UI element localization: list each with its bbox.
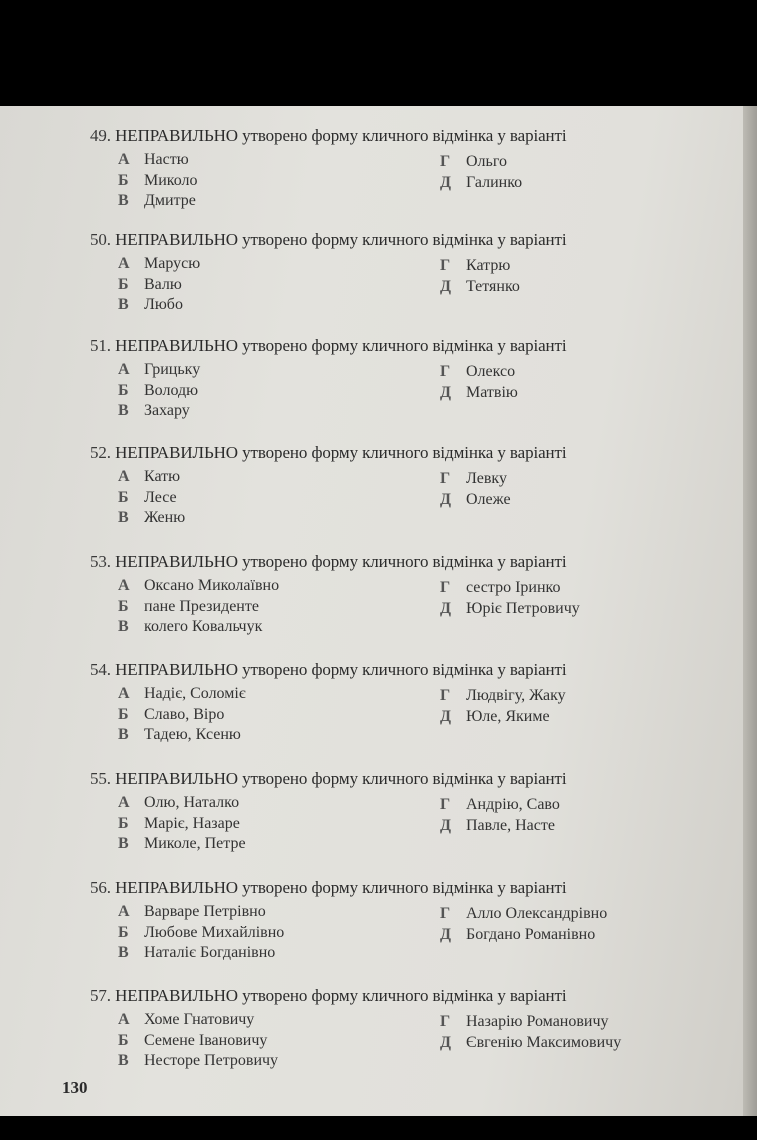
answer-option — [118, 1031, 267, 1051]
option-letter: А — [118, 794, 130, 811]
option-letter: В — [118, 726, 129, 743]
option-letter: Б — [118, 597, 129, 615]
option-text: колего Ковальчук — [144, 618, 263, 635]
answer-option — [118, 401, 190, 421]
option-text: Любо — [144, 296, 183, 313]
option-text: Хоме Гнатовичу — [144, 1011, 255, 1028]
answer-option — [118, 360, 200, 380]
question-text — [90, 443, 650, 463]
option-letter: В — [118, 192, 129, 209]
question-55 — [90, 769, 650, 852]
question-text — [90, 230, 650, 250]
question-number: 49. — [90, 126, 111, 145]
question-text — [90, 878, 650, 898]
question-number: 57. — [90, 986, 111, 1005]
answer-option — [440, 707, 550, 727]
question-prompt: НЕПРАВИЛЬНО утворено форму кличного відмінка у варіанті — [115, 126, 567, 145]
option-letter: В — [118, 509, 129, 526]
answer-option — [440, 383, 518, 403]
option-letter: Б — [118, 381, 129, 399]
answer-option — [118, 191, 196, 211]
answer-option — [440, 173, 522, 193]
option-letter: Б — [118, 814, 129, 832]
option-letter: Б — [118, 923, 129, 941]
answer-option — [118, 793, 239, 813]
option-text: Тетянко — [466, 277, 520, 295]
option-letter: Д — [440, 173, 452, 191]
option-text: Євгенію Максимовичу — [466, 1033, 622, 1051]
option-letter: В — [118, 1052, 129, 1069]
question-text — [90, 126, 650, 146]
answer-option — [118, 725, 241, 745]
option-text: Оксано Миколаївно — [144, 577, 280, 594]
option-text: Павле, Насте — [466, 816, 555, 834]
option-text: Марусю — [144, 255, 201, 272]
answer-option — [118, 488, 177, 508]
option-letter: Б — [118, 705, 129, 723]
option-text: Левку — [466, 470, 507, 487]
option-text: Захару — [144, 402, 190, 419]
answer-option — [118, 171, 198, 191]
option-letter: Г — [440, 905, 451, 922]
option-text: Матвію — [466, 383, 518, 401]
answer-option — [118, 381, 198, 401]
page-edge — [743, 106, 757, 1116]
option-letter: В — [118, 402, 129, 419]
answer-option — [118, 150, 189, 170]
option-text: Грицьку — [144, 361, 201, 378]
question-prompt: НЕПРАВИЛЬНО утворено форму кличного відмінка у варіанті — [115, 230, 567, 249]
option-text: Миколе, Петре — [144, 835, 246, 852]
answer-option — [440, 816, 555, 836]
answer-option — [118, 705, 224, 725]
option-text: Назарію Романовичу — [466, 1013, 609, 1030]
option-letter: А — [118, 577, 130, 594]
document-page — [0, 106, 757, 1116]
question-49 — [90, 126, 650, 209]
answer-option — [118, 275, 182, 295]
option-text: Маріє, Назаре — [144, 814, 240, 832]
option-text: Олексо — [466, 363, 516, 380]
option-letter: Д — [440, 707, 452, 725]
option-letter: Г — [440, 687, 451, 704]
option-letter: Д — [440, 816, 452, 834]
answer-option — [440, 1012, 609, 1032]
answer-option — [440, 256, 510, 276]
answer-option — [118, 943, 275, 963]
answer-option — [118, 902, 266, 922]
option-letter: Д — [440, 599, 452, 617]
option-text: Надіє, Соломіє — [144, 685, 246, 702]
option-text: Тадею, Ксеню — [144, 726, 241, 743]
answer-option — [440, 362, 515, 382]
option-letter: Г — [440, 1013, 451, 1030]
page-number: 130 — [62, 1078, 88, 1097]
question-number: 51. — [90, 336, 111, 355]
option-letter: Г — [440, 153, 451, 170]
option-letter: В — [118, 618, 129, 635]
answer-option — [118, 1010, 254, 1030]
option-text: Славо, Віро — [144, 705, 225, 723]
question-prompt: НЕПРАВИЛЬНО утворено форму кличного відмінка у варіанті — [115, 769, 567, 788]
option-text: Людвігу, Жаку — [466, 687, 566, 704]
option-letter: В — [118, 296, 129, 313]
question-57 — [90, 986, 650, 1069]
option-letter: А — [118, 468, 130, 485]
question-number: 50. — [90, 230, 111, 249]
option-letter: Д — [440, 383, 452, 401]
answer-option — [440, 578, 561, 598]
option-text: сестро Іринко — [466, 579, 561, 596]
option-letter: Б — [118, 488, 129, 506]
answer-option — [118, 467, 180, 487]
option-letter: А — [118, 361, 130, 378]
question-text — [90, 336, 650, 356]
answer-option — [440, 599, 580, 619]
option-letter: А — [118, 903, 130, 920]
option-letter: Г — [440, 796, 451, 813]
option-letter: А — [118, 255, 130, 272]
question-text — [90, 552, 650, 572]
option-text: Катрю — [466, 257, 511, 274]
option-text: Катю — [144, 468, 181, 485]
answer-option — [440, 469, 507, 489]
answer-option — [118, 597, 259, 617]
option-letter: А — [118, 1011, 130, 1028]
answer-option — [118, 508, 185, 528]
option-letter: А — [118, 685, 130, 702]
option-text: Семене Івановичу — [144, 1031, 268, 1049]
option-letter: Д — [440, 925, 452, 943]
question-51 — [90, 336, 650, 419]
answer-option — [440, 686, 566, 706]
option-letter: А — [118, 151, 130, 168]
option-text: пане Президенте — [144, 597, 259, 615]
answer-option — [118, 254, 200, 274]
option-text: Лесе — [144, 488, 177, 506]
option-text: Юле, Якиме — [466, 707, 550, 725]
option-text: Олеже — [466, 490, 511, 508]
question-number: 53. — [90, 552, 111, 571]
option-letter: Б — [118, 275, 129, 293]
question-prompt: НЕПРАВИЛЬНО утворено форму кличного відмінка у варіанті — [115, 660, 567, 679]
option-text: Володю — [144, 381, 199, 399]
question-text — [90, 986, 650, 1006]
option-text: Миколо — [144, 171, 198, 189]
question-text — [90, 660, 650, 680]
option-text: Любове Михайлівно — [144, 923, 285, 941]
question-56 — [90, 878, 650, 961]
answer-option — [118, 295, 183, 315]
option-text: Наталіє Богданівно — [144, 944, 276, 961]
option-text: Алло Олександрівно — [466, 905, 608, 922]
option-letter: В — [118, 835, 129, 852]
option-text: Ольго — [466, 153, 507, 170]
answer-option — [440, 925, 595, 945]
question-prompt: НЕПРАВИЛЬНО утворено форму кличного відмінка у варіанті — [115, 878, 567, 897]
option-letter: Д — [440, 1033, 452, 1051]
question-54 — [90, 660, 650, 743]
question-text — [90, 769, 650, 789]
option-text: Олю, Наталко — [144, 794, 240, 811]
answer-option — [118, 576, 279, 596]
question-50 — [90, 230, 650, 313]
answer-option — [118, 617, 262, 637]
answer-option — [440, 795, 560, 815]
option-text: Варваре Петрівно — [144, 903, 266, 920]
option-text: Дмитре — [144, 192, 196, 209]
answer-option — [118, 814, 240, 834]
option-letter: Г — [440, 363, 451, 380]
option-letter: Г — [440, 470, 451, 487]
option-letter: Б — [118, 1031, 129, 1049]
option-letter: Д — [440, 277, 452, 295]
answer-option — [440, 277, 520, 297]
answer-option — [118, 684, 246, 704]
answer-option — [118, 1051, 278, 1071]
option-text: Юріє Петровичу — [466, 599, 580, 617]
question-53 — [90, 552, 650, 635]
question-prompt: НЕПРАВИЛЬНО утворено форму кличного відмінка у варіанті — [115, 552, 567, 571]
answer-option — [118, 923, 284, 943]
question-prompt: НЕПРАВИЛЬНО утворено форму кличного відмінка у варіанті — [115, 443, 567, 462]
answer-option — [440, 490, 511, 510]
option-letter: Г — [440, 579, 451, 596]
answer-option — [440, 152, 507, 172]
question-52 — [90, 443, 650, 526]
option-letter: В — [118, 944, 129, 961]
option-text: Женю — [144, 509, 186, 526]
option-letter: Б — [118, 171, 129, 189]
option-text: Валю — [144, 275, 182, 293]
answer-option — [440, 1033, 621, 1053]
option-letter: Г — [440, 257, 451, 274]
option-text: Богдано Романівно — [466, 925, 596, 943]
option-text: Галинко — [466, 173, 523, 191]
question-prompt: НЕПРАВИЛЬНО утворено форму кличного відмінка у варіанті — [115, 336, 567, 355]
option-text: Андрію, Саво — [466, 796, 560, 813]
option-text: Настю — [144, 151, 189, 168]
question-number: 55. — [90, 769, 111, 788]
question-prompt: НЕПРАВИЛЬНО утворено форму кличного відмінка у варіанті — [115, 986, 567, 1005]
answer-option — [118, 834, 246, 854]
question-number: 54. — [90, 660, 111, 679]
answer-option — [440, 904, 607, 924]
question-number: 56. — [90, 878, 111, 897]
option-letter: Д — [440, 490, 452, 508]
option-text: Несторе Петровичу — [144, 1052, 279, 1069]
question-number: 52. — [90, 443, 111, 462]
